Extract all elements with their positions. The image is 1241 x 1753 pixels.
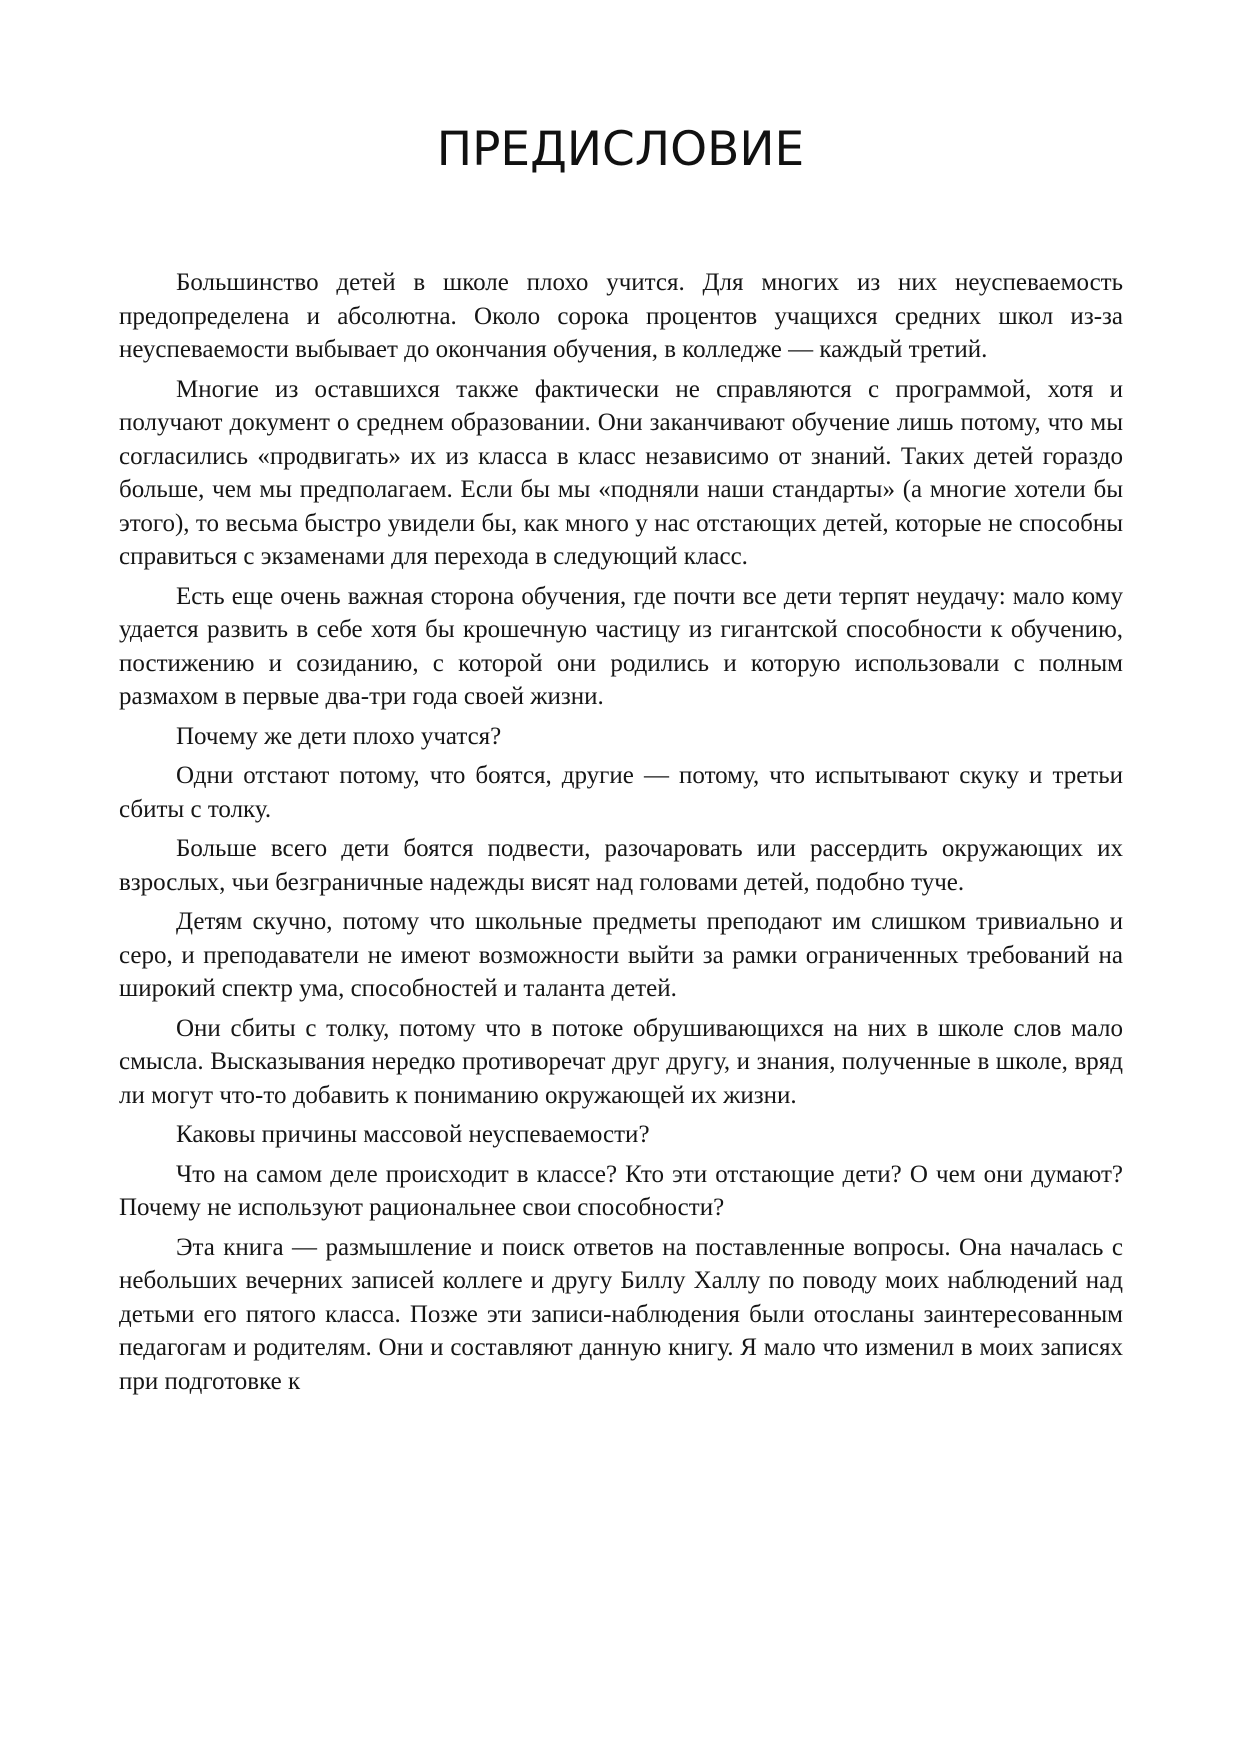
paragraph: Большинство детей в школе плохо учится. Для многих из них неуспеваемость предопределена и абсолютна. Около сорока процентов учащихся средних школ из-за неуспеваемости выбывает до окончания обучения, в колледже — каждый третий. (119, 269, 1123, 363)
body-text (119, 266, 1123, 1404)
paragraph: Каковы причины массовой неуспеваемости? (176, 1121, 650, 1148)
paragraph: Почему же дети плохо учатся? (176, 722, 502, 750)
paragraph: Есть еще очень важная сторона обучения, где почти все дети терпят неудачу: мало кому удается развить в себе хотя бы крошечную частицу из гигантской способности к обучению, постижению и созиданию, с которой они родились и которую использовали с полным размахом в первые два-три года своей жизни. (119, 582, 1123, 710)
paragraph: Детям скучно, потому что школьные предметы преподают им слишком тривиально и серо, и преподаватели не имеют возможности выйти за рамки ограниченных требований на широкий спектр ума, способностей и таланта детей. (119, 908, 1123, 1002)
paragraph: Что на самом деле происходит в классе? Кто эти отстающие дети? О чем они думают? Почему не используют рациональнее свои способности? (119, 1160, 1123, 1221)
paragraph: Одни отстают потому, что боятся, другие — потому, что испытывают скуку и третьи сбиты с толку. (119, 762, 1123, 823)
paragraph: Эта книга — размышление и поиск ответов на поставленные вопросы. Она началась с небольших вечерних записей коллеге и другу Биллу Халлу по поводу моих наблюдений над детьми его пятого класса. Позже эти записи-наблюдения были отосланы заинтересованным педагогам и родителям. Они и составляют данную книгу. Я мало что изменил в моих записях при подготовке к (119, 1233, 1123, 1395)
paragraph: Они сбиты с толку, потому что в потоке обрушивающихся на них в школе слов мало смысла. Высказывания нередко противоречат друг другу, и знания, полученные в школе, вряд ли могут что-то добавить к пониманию окружающей их жизни. (119, 1014, 1123, 1109)
page-title: ПРЕДИСЛОВИЕ (436, 122, 805, 177)
paragraph: Многие из оставшихся также фактически не справляются с программой, хотя и получают документ о среднем образовании. Они заканчивают обучение лишь потому, что мы согласились «продвигать» их из класса в класс независимо от знаний. Таких детей гораздо больше, чем мы предполагаем. Если бы мы «подняли наши стандарты» (а многие хотели бы этого), то весьма быстро увидели бы, как много у нас отстающих детей, которые не способны справиться с экзаменами для перехода в следующий класс. (119, 375, 1123, 570)
paragraph: Больше всего дети боятся подвести, разочаровать или рассердить окружающих их взрослых, чьи безграничные надежды висят над головами детей, подобно туче. (119, 835, 1123, 896)
